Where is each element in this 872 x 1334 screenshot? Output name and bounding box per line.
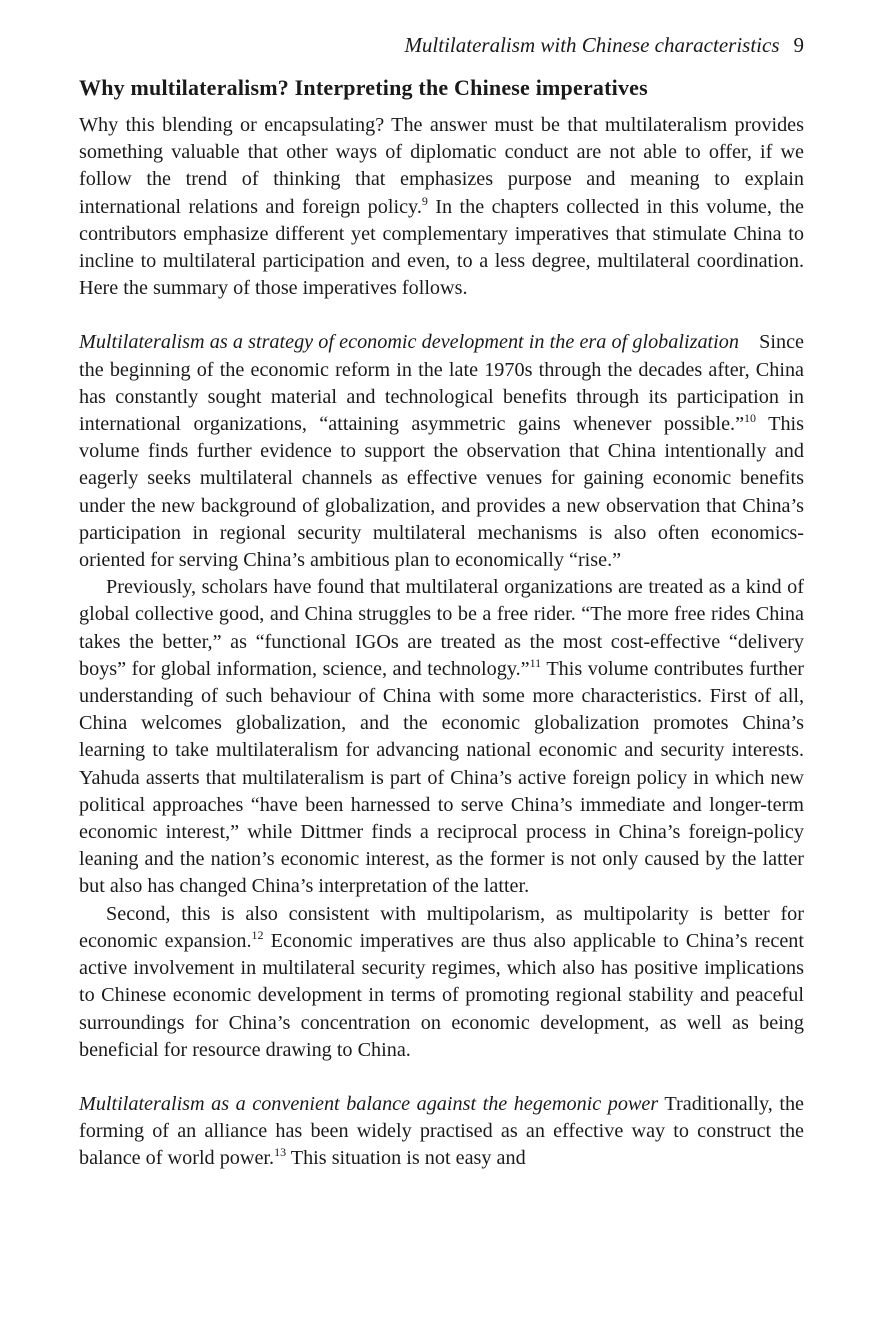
paragraph-1 [79,112,804,302]
footnote-ref-10: 10 [744,411,757,426]
paragraph-4-text-a: Second, this is also consistent with multipolarism, as multipolarity is better for economic expansion. [79,902,804,952]
footnote-ref-12: 12 [251,927,264,942]
running-head-title: Multilateralism with Chinese characteristics [404,33,780,57]
paragraph-5 [79,1091,804,1173]
paragraph-2 [79,329,804,574]
paragraph-1-text-a: Why this blending or encapsulating? The answer must be that multilateralism provides something valuable that other ways of diplomatic conduct are not able to offer, if we follow the trend of thinking that emphasizes purpose and meaning to explain international relations and foreign policy. [79,114,804,218]
paragraph-4-text-b: Economic imperatives are thus also applicable to China’s recent active involvement in multilateral security regimes, which also has positive implications to Chinese economic development in terms of promoting regional stability and peaceful surroundings for China’s concentration on economic development, as well as being beneficial for resource drawing to China. [79,929,805,1061]
subsection-heading-economic: Multilateralism as a strategy of economic development in the era of globalization [79,331,739,354]
page-number: 9 [793,33,804,57]
paragraph-4 [79,901,804,1064]
running-head [79,30,804,60]
paragraph-5-text-a: Traditionally, the forming of an alliance has been widely practised as an effective way to construct the balance of world power. [79,1092,805,1170]
book-page [79,30,804,1173]
footnote-ref-13: 13 [274,1145,287,1160]
footnote-ref-9: 9 [421,193,428,208]
paragraph-1-text-b: In the chapters collected in this volume, the contributors emphasize different yet complementary imperatives that stimulate China to incline to multilateral participation and even, to a less degree, multilateral coordination. Here the summary of those imperatives follows. [79,195,804,300]
paragraph-3-text-b: This volume contributes further understanding of such behaviour of China with some more characteristics. First of all, China welcomes globalization, and the economic globalization promotes China’s learning to take multilateralism for advancing national economic and security interests. Yahuda asserts that multilateralism is part of China’s active foreign policy in which new political approaches “have been harnessed to serve China’s immediate and longer-term economic interest,” while Dittmer finds a reciprocal process in China’s foreign-policy leaning and the nation’s economic interest, as the former is not only caused by the latter but also has changed China’s interpretation of the latter. [79,657,805,898]
paragraph-2-text-a: Since the beginning of the economic reform in the late 1970s through the decades after, China has constantly sought material and technological benefits through its participation in international organizations, “attaining asymmetric gains whenever possible.” [79,331,804,436]
section-heading: Why multilateralism? Interpreting the Chinese imperatives [79,75,648,100]
paragraph-2-text-b: This volume finds further evidence to support the observation that China intentionally and eagerly seeks multilateral channels as effective venues for gaining economic benefits under the new background of globalization, and provides a new observation that China’s participation in regional security multilateral mechanisms is also often economics-oriented for serving China’s ambitious plan to economically “rise.” [79,413,804,572]
paragraph-3-text-a: Previously, scholars have found that multilateral organizations are treated as a kind of global collective good, and China struggles to be a free rider. “The more free rides China takes the better,” as “functional IGOs are treated as the most cost-effective “delivery boys” for global information, science, and technology.” [79,576,804,680]
paragraph-3 [79,574,804,900]
paragraph-5-text-b: This situation is not easy and [286,1147,526,1170]
subsection-heading-balance: Multilateralism as a convenient balance against the hegemonic power [79,1092,659,1115]
footnote-ref-11: 11 [529,655,542,670]
